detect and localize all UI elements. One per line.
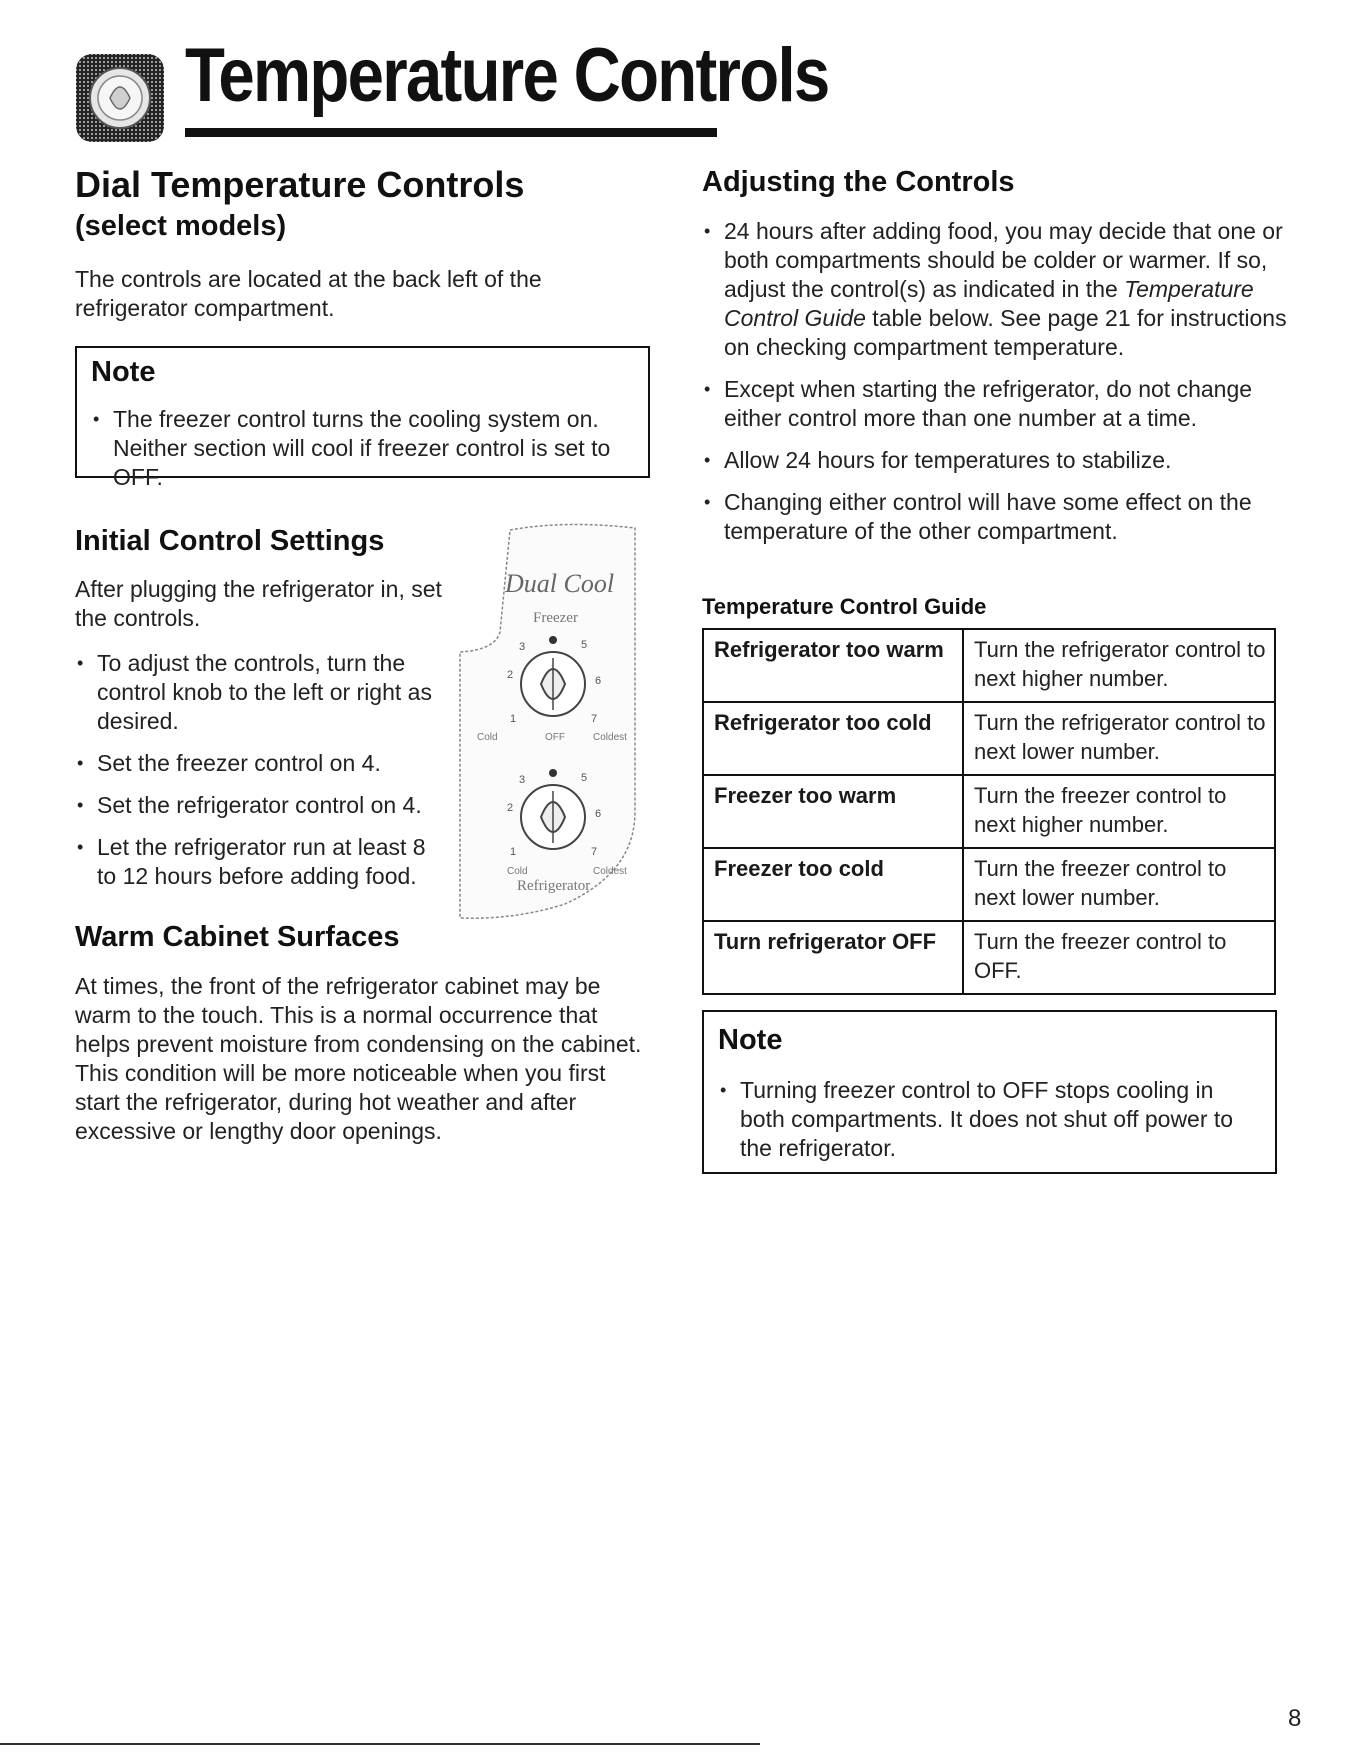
list-item: • To adjust the controls, turn the control knob to the left or right as desired. xyxy=(75,649,445,736)
control-panel-illustration xyxy=(455,522,640,924)
list-item: • 24 hours after adding food, you may decide that one or both compartments should be colder or warmer. If so, adjust the control(s) as indicated in the Temperature Control Guide table below. See page 21 for instructions on checking compartment temperature. xyxy=(702,217,1287,362)
dial-controls-heading: Dial Temperature Controls xyxy=(75,164,525,205)
list-item: • Set the freezer control on 4. xyxy=(75,749,445,778)
list-item: • Set the refrigerator control on 4. xyxy=(75,791,445,820)
condition-cell: Freezer too warm xyxy=(703,775,963,848)
note-box-freezer xyxy=(75,346,650,490)
initial-settings-intro: After plugging the refrigerator in, set the controls. xyxy=(75,576,442,631)
list-item: • Allow 24 hours for temperatures to stabilize. xyxy=(702,446,1287,475)
panel-freezer-label: Freezer xyxy=(533,610,578,626)
initial-settings-list xyxy=(75,649,445,904)
action-cell: Turn the refrigerator control to next lower number. xyxy=(963,702,1275,775)
title-underline xyxy=(185,128,717,137)
svg-text:5: 5 xyxy=(581,639,588,651)
action-cell: Turn the freezer control to next lower number. xyxy=(963,848,1275,921)
svg-text:2: 2 xyxy=(507,669,514,681)
temperature-control-guide-table xyxy=(702,628,1276,995)
svg-text:1: 1 xyxy=(510,846,517,858)
svg-text:2: 2 xyxy=(507,802,514,814)
table-row xyxy=(703,702,1275,775)
svg-text:6: 6 xyxy=(595,808,602,820)
action-cell: Turn the freezer control to OFF. xyxy=(963,921,1275,994)
table-row xyxy=(703,921,1275,994)
action-cell: Turn the freezer control to next higher number. xyxy=(963,775,1275,848)
note-item: • The freezer control turns the cooling system on. Neither section will cool if freezer control is set to OFF. xyxy=(91,405,636,492)
note-list xyxy=(91,405,636,505)
table-row xyxy=(703,848,1275,921)
initial-settings-heading: Initial Control Settings xyxy=(75,525,385,557)
page-title: Temperature Controls xyxy=(185,33,829,118)
page-number: 8 xyxy=(1288,1705,1302,1732)
note-box-off xyxy=(702,1010,1277,1174)
svg-text:7: 7 xyxy=(591,846,598,858)
note-title: Note xyxy=(718,1024,783,1056)
list-item: • Let the refrigerator run at least 8 to 12 hours before adding food. xyxy=(75,833,445,891)
note-item: • Turning freezer control to OFF stops cooling in both compartments. It does not shut off power to the refrigerator. xyxy=(718,1076,1263,1163)
svg-text:Cold: Cold xyxy=(477,732,498,743)
svg-text:OFF: OFF xyxy=(545,732,565,743)
select-models-subheading: (select models) xyxy=(75,210,287,242)
panel-refrigerator-label: Refrigerator xyxy=(517,878,591,894)
svg-text:Coldest: Coldest xyxy=(593,866,627,877)
warm-cabinet-heading: Warm Cabinet Surfaces xyxy=(75,921,400,953)
thermostat-dial-icon xyxy=(74,52,166,144)
controls-location-text: The controls are located at the back left of the refrigerator compartment. xyxy=(75,266,542,321)
note-title: Note xyxy=(91,356,156,388)
svg-text:3: 3 xyxy=(519,641,526,653)
svg-text:Cold: Cold xyxy=(507,866,528,877)
adjusting-heading: Adjusting the Controls xyxy=(702,166,1015,198)
condition-cell: Refrigerator too cold xyxy=(703,702,963,775)
action-cell: Turn the refrigerator control to next higher number. xyxy=(963,629,1275,702)
adjusting-list xyxy=(702,217,1287,559)
guide-reference: Temperature Control Guide xyxy=(724,276,1254,331)
list-item: • Except when starting the refrigerator, do not change either control more than one number at a time. xyxy=(702,375,1287,433)
table-row xyxy=(703,629,1275,702)
warm-cabinet-text: At times, the front of the refrigerator cabinet may be warm to the touch. This is a normal occurrence that helps prevent moisture from condensing on the cabinet. This condition will be more noticeable when you first start the refrigerator, during hot weather and after excessive or lengthy door openings. xyxy=(75,973,642,1144)
svg-text:Coldest: Coldest xyxy=(593,732,627,743)
guide-table-title: Temperature Control Guide xyxy=(702,594,987,619)
condition-cell: Refrigerator too warm xyxy=(703,629,963,702)
svg-text:6: 6 xyxy=(595,675,602,687)
table-row xyxy=(703,775,1275,848)
condition-cell: Freezer too cold xyxy=(703,848,963,921)
svg-text:3: 3 xyxy=(519,774,526,786)
svg-text:5: 5 xyxy=(581,772,588,784)
svg-text:7: 7 xyxy=(591,713,598,725)
bottom-rule xyxy=(0,1743,760,1745)
panel-brand-text: Dual Cool xyxy=(505,569,615,598)
note-list xyxy=(718,1076,1263,1176)
list-item: • Changing either control will have some effect on the temperature of the other compartment. xyxy=(702,488,1287,546)
svg-text:1: 1 xyxy=(510,713,517,725)
condition-cell: Turn refrigerator OFF xyxy=(703,921,963,994)
